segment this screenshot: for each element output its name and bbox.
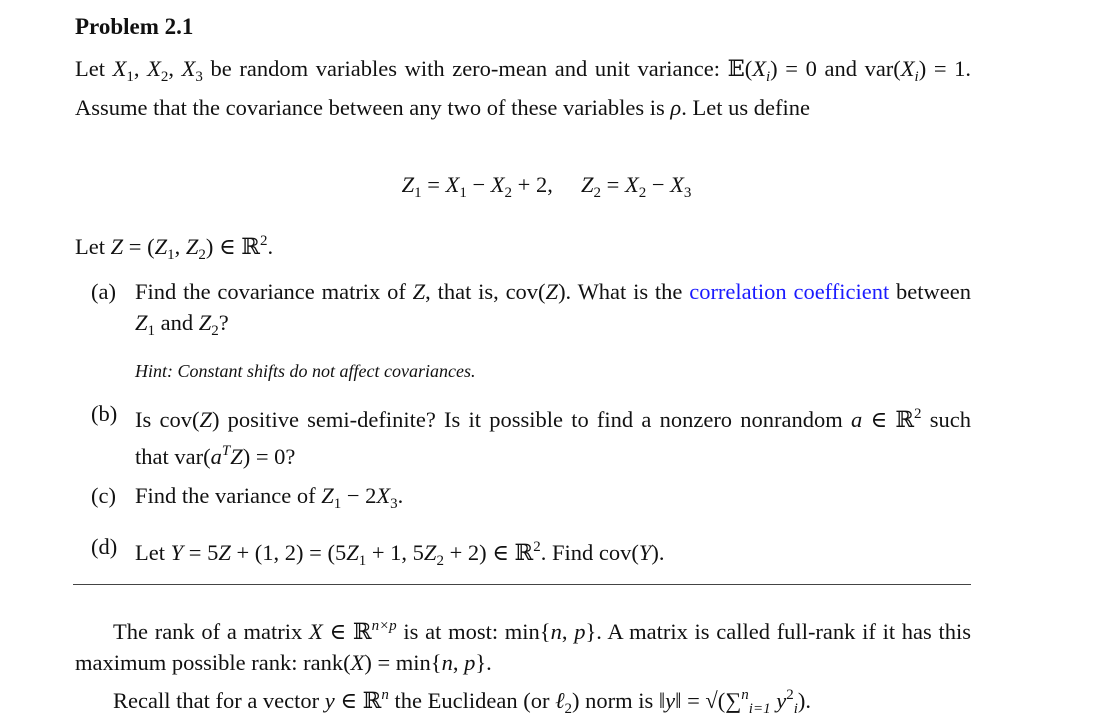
text-run: + 2, bbox=[512, 172, 581, 197]
math-symbol: X bbox=[900, 56, 915, 81]
text-run: ) positive semi-definite? Is it possible to find a nonzero nonrandom bbox=[211, 407, 851, 432]
item-b bbox=[91, 399, 971, 472]
math-symbol: Z bbox=[412, 279, 426, 304]
math-symbol: i=1 bbox=[748, 701, 771, 717]
math-symbol: 2 bbox=[504, 185, 513, 201]
text-run: ). bbox=[651, 540, 665, 565]
math-symbol: X bbox=[112, 56, 127, 81]
text-run: The rank of a matrix bbox=[113, 619, 310, 644]
text-run: Find the variance of bbox=[135, 483, 322, 508]
text-run: ) = 0 and var( bbox=[770, 56, 901, 81]
item-label: (c) bbox=[91, 483, 116, 508]
text-run: ∈ ℝ bbox=[862, 407, 915, 432]
math-symbol: Z bbox=[401, 172, 415, 197]
text-run: is at most: min{ bbox=[396, 619, 551, 644]
math-symbol: p bbox=[574, 619, 586, 644]
math-symbol: 1 bbox=[167, 247, 175, 263]
math-symbol: Z bbox=[199, 407, 212, 432]
item-text bbox=[135, 532, 971, 577]
math-symbol: 2 bbox=[198, 247, 206, 263]
item-text bbox=[135, 481, 971, 520]
rank-note bbox=[75, 611, 971, 678]
math-symbol: n bbox=[550, 619, 562, 644]
math-symbol: 1 bbox=[126, 69, 134, 85]
math-symbol: Z bbox=[218, 540, 231, 565]
math-symbol: X bbox=[624, 172, 639, 197]
text-run: Is cov( bbox=[135, 407, 200, 432]
math-symbol: Z bbox=[321, 483, 334, 508]
math-symbol: p bbox=[464, 649, 476, 675]
math-symbol: X bbox=[147, 56, 161, 81]
text-run: ‖ = √(∑ bbox=[675, 688, 742, 713]
text-run: such that var( bbox=[135, 407, 971, 469]
text-run: . Find cov( bbox=[540, 540, 639, 565]
text-run: Let bbox=[75, 234, 111, 259]
item-text bbox=[135, 399, 971, 472]
math-symbol: Z bbox=[545, 279, 559, 304]
math-symbol: Z bbox=[580, 172, 594, 197]
math-symbol: X bbox=[350, 649, 365, 675]
math-symbol: X bbox=[490, 172, 505, 197]
text-run: ) norm is ‖ bbox=[571, 688, 666, 713]
text-run: ). bbox=[797, 688, 811, 713]
text-run: = 5 bbox=[183, 540, 219, 565]
math-symbol: 1 bbox=[147, 322, 156, 339]
let-z-line bbox=[75, 226, 971, 271]
text-run: and bbox=[155, 309, 199, 335]
math-symbol: y bbox=[776, 688, 787, 713]
text-run: Let bbox=[75, 56, 113, 81]
text-run: − bbox=[646, 172, 671, 197]
text-run: Find the covariance matrix of bbox=[135, 279, 413, 304]
math-symbol: 2 bbox=[914, 406, 922, 422]
text-run: , bbox=[561, 619, 575, 644]
text-run: }. bbox=[475, 649, 492, 675]
math-symbol: T bbox=[221, 442, 231, 459]
text-run: ∈ ℝ bbox=[322, 619, 372, 644]
text-run: ). What is the bbox=[558, 279, 690, 304]
math-symbol: y bbox=[324, 688, 335, 713]
math-symbol: 2 bbox=[786, 687, 794, 703]
text-run: }. A matrix is called full-rank if it has this maximum possible rank: rank( bbox=[75, 619, 972, 675]
math-symbol: 2 bbox=[638, 185, 647, 201]
math-symbol: 2 bbox=[211, 322, 219, 339]
math-symbol: Z bbox=[135, 309, 148, 335]
math-symbol: Z bbox=[154, 234, 168, 259]
math-symbol: i bbox=[914, 69, 919, 85]
item-label: (a) bbox=[91, 279, 116, 304]
text-run: . bbox=[397, 483, 404, 508]
text-run: between bbox=[889, 279, 971, 304]
math-symbol: n bbox=[381, 687, 389, 703]
math-symbol: a bbox=[210, 443, 222, 469]
norm-note bbox=[75, 680, 971, 725]
math-symbol: a bbox=[850, 407, 863, 432]
text-run: ) = 0? bbox=[242, 443, 296, 469]
math-symbol: X bbox=[309, 619, 323, 644]
math-symbol: Z bbox=[423, 540, 437, 565]
math-symbol: 2 bbox=[259, 233, 268, 249]
text-run: + 2) ∈ ℝ bbox=[443, 540, 534, 565]
math-symbol: n bbox=[441, 649, 453, 675]
math-symbol: 2 bbox=[533, 539, 541, 555]
math-symbol: Y bbox=[170, 540, 184, 565]
math-symbol: i bbox=[793, 701, 798, 717]
math-symbol: 1 bbox=[459, 185, 467, 201]
item-label: (b) bbox=[91, 401, 118, 426]
text-run: − bbox=[466, 172, 491, 197]
math-symbol: Z bbox=[110, 234, 124, 259]
math-symbol: 3 bbox=[683, 185, 692, 201]
text-run: , bbox=[168, 56, 182, 81]
item-c bbox=[91, 481, 971, 520]
math-symbol: ℓ bbox=[555, 688, 565, 713]
text-run: ) = min{ bbox=[364, 649, 442, 675]
text-run: = bbox=[421, 172, 446, 197]
text-run: = bbox=[600, 172, 625, 197]
item-a bbox=[91, 277, 971, 387]
text-run: Let bbox=[135, 540, 171, 565]
text-run: = ( bbox=[123, 234, 155, 259]
intro-paragraph bbox=[75, 54, 971, 123]
text-run: + 1, 5 bbox=[366, 540, 424, 565]
problem-title: Problem 2.1 bbox=[75, 14, 194, 39]
link-text[interactable]: correlation coefficient bbox=[689, 279, 890, 304]
math-symbol: i bbox=[765, 69, 771, 85]
math-symbol: Z bbox=[346, 540, 359, 565]
math-symbol: Y bbox=[638, 540, 652, 565]
text-run: the Euclidean (or bbox=[388, 688, 556, 713]
text-run: , bbox=[174, 234, 186, 259]
item-d bbox=[91, 532, 971, 577]
text-run: ∈ ℝ bbox=[334, 688, 382, 713]
math-symbol: 2 bbox=[160, 69, 169, 85]
item-label: (d) bbox=[91, 534, 118, 559]
math-symbol: 2 bbox=[436, 553, 444, 569]
text-run: Recall that for a vector bbox=[113, 688, 325, 713]
text-run: ) = 1. Assume that the covariance between any two of these variables is bbox=[75, 56, 972, 120]
math-symbol: X bbox=[445, 172, 460, 197]
text-run: ) ∈ ℝ bbox=[205, 234, 260, 259]
math-symbol: X bbox=[376, 483, 391, 508]
text-run: be random variables with zero-mean and unit variance: 𝔼( bbox=[202, 56, 753, 81]
math-symbol: ρ bbox=[670, 94, 682, 120]
text-run: − 2 bbox=[341, 483, 377, 508]
math-symbol: X bbox=[752, 56, 766, 81]
math-symbol: 3 bbox=[390, 496, 398, 512]
text-run: , bbox=[452, 649, 465, 675]
item-text bbox=[135, 277, 971, 346]
text-run: ? bbox=[218, 309, 229, 335]
math-symbol: 2 bbox=[564, 701, 572, 717]
definition-equation bbox=[0, 172, 1093, 202]
math-symbol: y bbox=[665, 688, 676, 713]
section-divider bbox=[73, 584, 971, 585]
math-symbol: 3 bbox=[195, 69, 203, 85]
text-run: , that is, cov( bbox=[425, 279, 546, 304]
math-symbol: 1 bbox=[333, 496, 342, 512]
math-symbol: Z bbox=[198, 309, 212, 335]
text-run: . Let us define bbox=[681, 94, 810, 120]
math-symbol: 2 bbox=[593, 185, 601, 201]
math-symbol: 1 bbox=[358, 553, 367, 569]
math-symbol: X bbox=[670, 172, 684, 197]
math-symbol: Z bbox=[230, 443, 243, 469]
hint-text: Hint: Constant shifts do not affect covariances. bbox=[135, 361, 476, 381]
math-symbol: n bbox=[741, 687, 749, 703]
math-symbol: n×p bbox=[371, 618, 397, 634]
math-symbol: Z bbox=[185, 234, 199, 259]
text-run: . bbox=[267, 234, 274, 259]
math-symbol: 1 bbox=[414, 185, 422, 201]
math-symbol: X bbox=[181, 56, 196, 81]
text-run: , bbox=[133, 56, 148, 81]
text-run: + (1, 2) = (5 bbox=[230, 540, 347, 565]
